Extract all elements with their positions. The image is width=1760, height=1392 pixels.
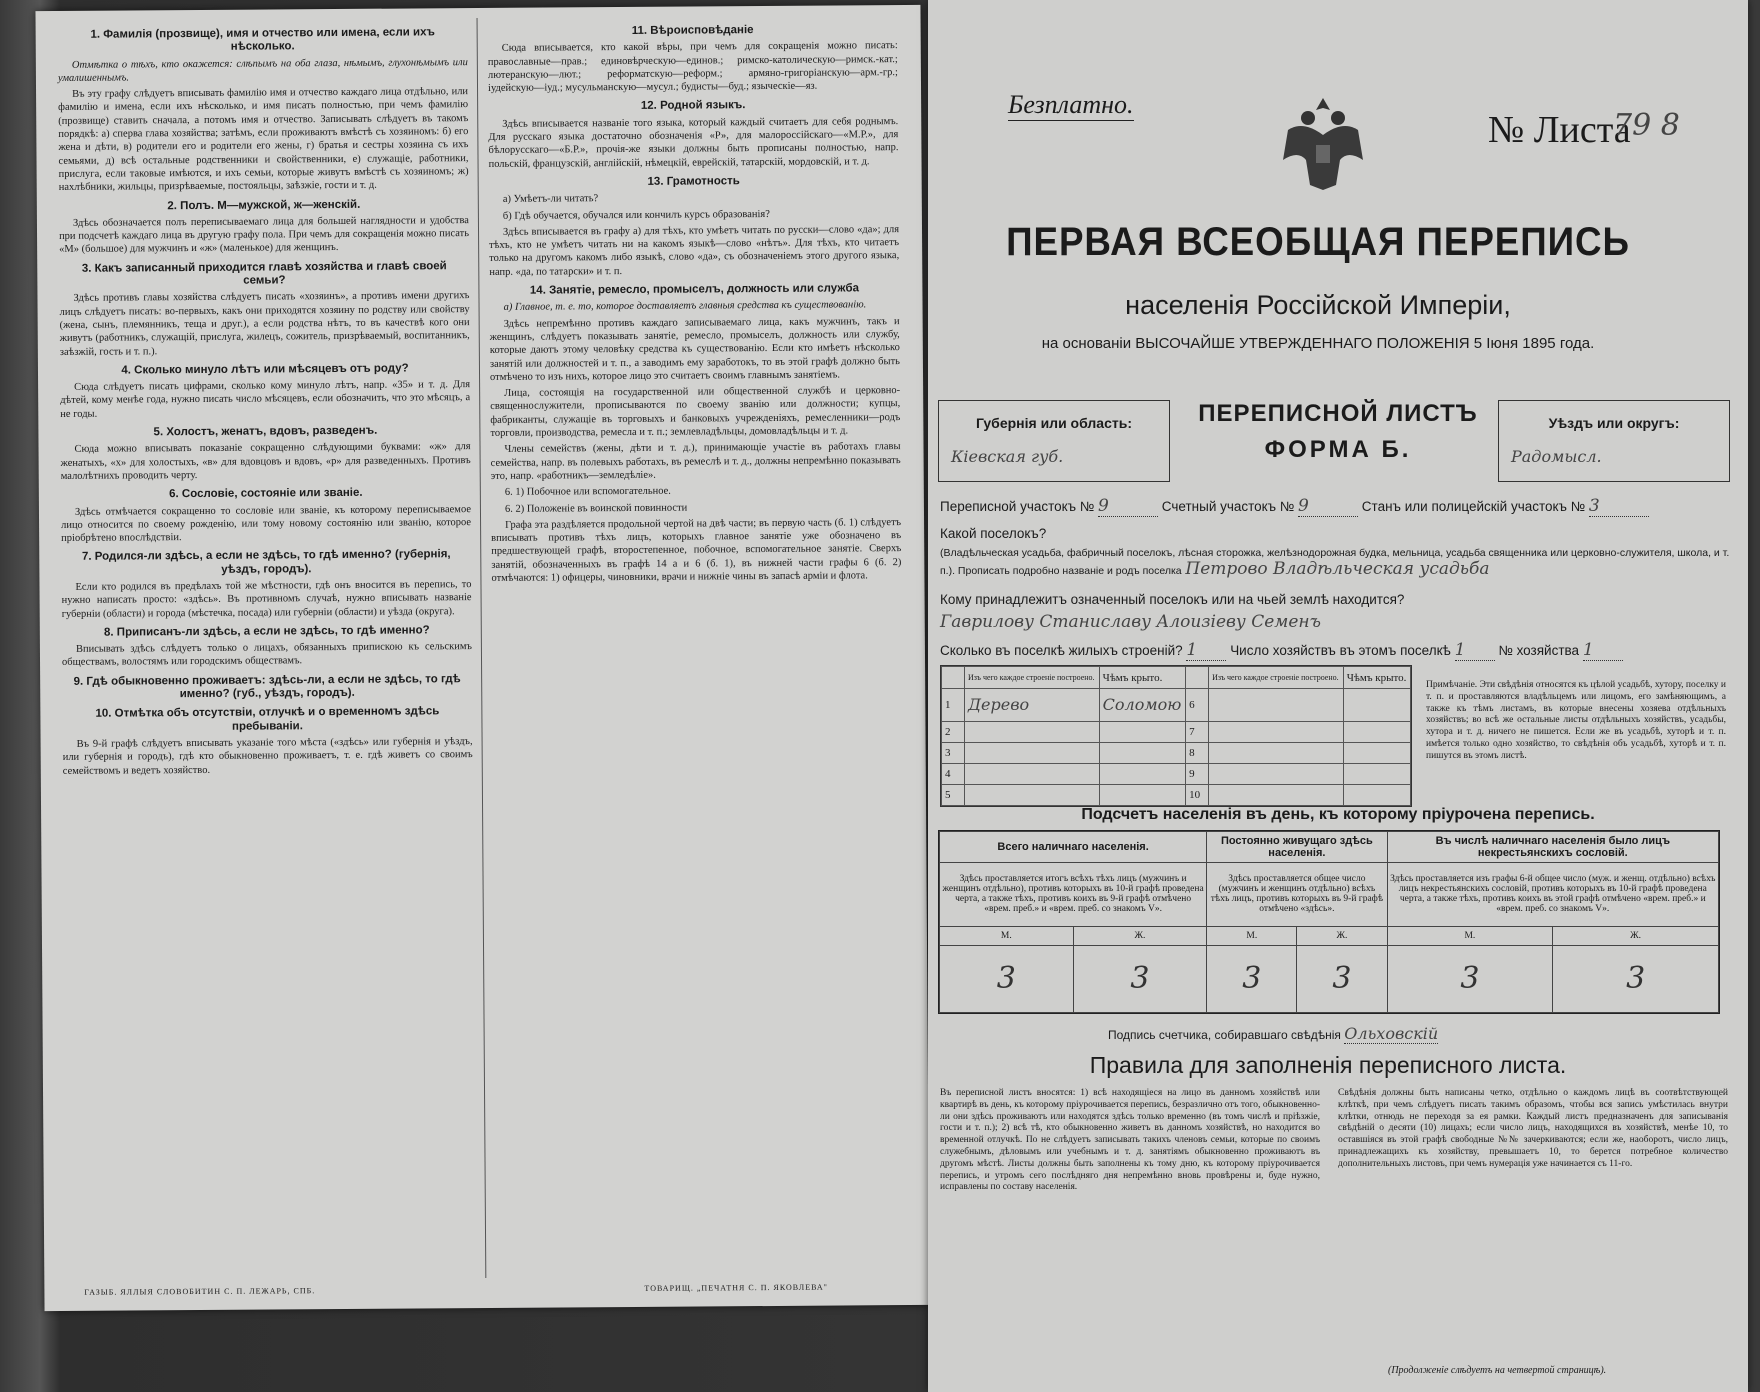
count-permanent-m: 3 xyxy=(1207,945,1297,1012)
section-2-text: Здѣсь обозначается полъ переписываемаго лица для большей наглядности и удобства при подсчетѣ каждаго лица въ другую графу пола. При чемъ для сокращенія можно писать «М» (большое) для мужчинъ и «ж» (маленькое) для женщинъ. xyxy=(59,214,470,256)
building-row-num: 1 xyxy=(942,689,965,722)
schetny-value: 9 xyxy=(1298,496,1358,517)
instructions-column-2 xyxy=(488,17,902,588)
census-form-page xyxy=(928,0,1748,1392)
buildings-value: 1 xyxy=(1186,640,1226,661)
section-2-title: 2. Полъ. М—мужской, ж—женскій. xyxy=(167,198,361,212)
form-title-line2: ФОРМА Б. xyxy=(1264,436,1412,463)
section-14-text: Здѣсь непремѣнно противъ каждаго записываемаго лица, какъ мужчинъ, такъ и женщинъ, слѣдуетъ показывать занятіе, ремесло, промыселъ, должность или службу, которые даютъ этому человѣку средства къ существованію. Если кто имѣетъ нѣсколько занятій или должностей и т. п., а заводимъ ему заработокъ, то въ этой графѣ должно быть отмѣчено то изъ нихъ, которое лицо это считаетъ своимъ главнымъ занятіемъ. xyxy=(489,315,900,383)
owner-line xyxy=(940,592,1404,607)
count-m-label: М. xyxy=(1387,926,1553,945)
building-row-num: 3 xyxy=(942,742,965,763)
section-14-text-4: Графа эта раздѣляется продольной чертой на двѣ части; въ первую часть (б. 1) слѣдуетъ вписывать противъ тѣхъ лицъ, которыхъ главное занятіе уже обозначено въ предшествующей графѣ, второстепенное, побочное, вспомогательное занятіе. Сверхъ занятій, обозначенныхъ въ графѣ 14 а и 6 (б. 1), въ нижней части графы 6 (б. 2) отмѣчаются: 1) офицеры, чиновники, врачи и нижніе чины въ запасѣ арміи и флота. xyxy=(491,516,902,584)
section-14-text-3: Члены семействъ (жены, дѣти и т. д.), принимающіе участіе въ работахъ главы семейства, напр. въ полевыхъ работахъ, въ ремеслѣ и т. д., должны непремѣнно показывать это, напр. «работникъ—земледѣліе». xyxy=(490,441,901,482)
section-13-a: а) Умѣетъ-ли читать? xyxy=(502,193,599,206)
continuation-note: (Продолженіе слѣдуетъ на четвертой страницѣ). xyxy=(1388,1365,1607,1376)
section-11-title: 11. Вѣроисповѣданіе xyxy=(631,24,754,37)
count-total-m: 3 xyxy=(940,945,1074,1012)
buildings-head-material-right: Изъ чего каждое строеніе построено. xyxy=(1209,667,1344,689)
section-5-title: 5. Холостъ, женатъ, вдовъ, разведенъ. xyxy=(153,424,378,439)
form-title-line1: ПЕРЕПИСНОЙ ЛИСТЪ xyxy=(1198,400,1478,427)
section-12-title: 12. Родной языкъ. xyxy=(640,99,746,113)
sheet-number-label: № Листа xyxy=(1488,109,1631,151)
count-zh-label: Ж. xyxy=(1297,926,1387,945)
eagle-emblem-svg xyxy=(1268,90,1378,200)
section-6-title: 6. Сословіе, состояніе или званіе. xyxy=(169,487,363,501)
rules-column-2: Свѣдѣнія должны быть написаны четко, отдѣльно о каждомъ лицѣ въ соотвѣтствующей клѣткѣ, при чемъ слѣдуетъ писать такимъ образомъ, чтобы вся запись умѣстилась внутри клѣтки, отнюдь не переходя за ея рамки. Каждый листъ предназначенъ для записыванія свѣдѣній о десяти (10) лицахъ; если число лицъ, находящихся въ хозяйствѣ, менѣе 10, то оставшіяся въ этой графѣ свободные №№ зачеркиваются; если же, наоборотъ, число лицъ, принадлежащихъ къ хозяйству, превышаетъ 10, то берется потребное количество дополнительныхъ листовъ, при чемъ нумерація уже начинается съ 11-го. xyxy=(1338,1088,1728,1169)
guberniya-box xyxy=(938,400,1170,482)
buildings-note: Примѣчаніе. Эти свѣдѣнія относятся къ цѣлой усадьбѣ, хутору, поселку и т. п. и проставляются владѣльцемъ или лицомъ, его замѣняющимъ, а также къ тѣмъ листамъ, въ которые внесены хозяева отдѣльныхъ хозяйствъ; во всѣ же остальные листы отдѣльныхъ хозяйствъ, усадьбы, хутора и т. д. ничего не пишется. Если же въ усадьбѣ, хуторѣ и т. п. имѣется только одно хозяйство, то свѣдѣнія объ усадьбѣ, хуторѣ и т. п. пишутся въ этомъ листѣ. xyxy=(1426,680,1726,761)
section-8-title: 8. Приписанъ-ли здѣсь, а если не здѣсь, то гдѣ именно? xyxy=(103,624,430,639)
count-m-label: М. xyxy=(1207,926,1297,945)
census-basis: на основаніи ВЫСОЧАЙШЕ УТВЕРЖДЕННАГО ПОЛОЖЕНІЯ 5 Іюня 1895 года. xyxy=(1041,335,1595,352)
owner-value-line xyxy=(940,612,1321,632)
household-no-value: 1 xyxy=(1583,640,1623,661)
count-zh-label: Ж. xyxy=(1553,926,1719,945)
section-6-1: 6. 1) Побочное или вспомогательное. xyxy=(504,485,671,499)
owner-label: Кому принадлежитъ означенный поселокъ или на чьей землѣ находится? xyxy=(940,592,1405,607)
column-divider xyxy=(477,18,487,1278)
building-row-num: 7 xyxy=(1186,721,1209,742)
population-count-table xyxy=(938,830,1720,1014)
signature-line xyxy=(1108,1024,1438,1043)
guberniya-label: Губернія или область: xyxy=(975,415,1133,431)
section-3-title: 3. Какъ записанный приходится главѣ хозяйства и главѣ своей семьи? xyxy=(81,259,447,287)
double-headed-eagle-icon xyxy=(1268,90,1378,222)
section-7-text: Если кто родился въ предѣлахъ той же мѣстности, гдѣ онъ вносится въ перепись, то нужно написать просто: «здѣсь». Въ противномъ случаѣ, нужно вписывать названіе губерніи (области) и города (мѣстечка, посада) или губерніи (области) и уѣзда (округа). xyxy=(61,579,472,620)
poselok-line xyxy=(940,526,1046,541)
buildings-table xyxy=(940,665,1412,807)
building-row-num: 4 xyxy=(942,763,965,784)
buildings-label: Сколько въ поселкѣ жилыхъ строеній? xyxy=(940,643,1183,658)
uezd-box xyxy=(1498,400,1730,482)
section-13-text: Здѣсь вписывается въ графу а) для тѣхъ, кто умѣетъ читать по русски—слово «да»; для тѣхъ, кто не умѣетъ читать ни на какомъ языкѣ—слово «нѣтъ». Для тѣхъ, кто читаетъ только на другомъ какомъ либо языкѣ, слово «да», съ обозначеніемъ этого другого языка, напр. «да, по татарски» и т. п. xyxy=(489,223,900,278)
count-head-nonpeasant: Въ числѣ наличнаго населенія было лицъ некрестьянскихъ сословій. xyxy=(1387,832,1718,863)
free-label: Безплатно. xyxy=(1008,90,1134,119)
count-head-permanent: Постоянно живущаго здѣсь населенія. xyxy=(1207,832,1387,863)
poselok-note: (Владѣльческая усадьба, фабричный поселокъ, лѣсная сторожка, желѣзнодорожная будка, мельница, усадьба священника или церковно-служителя, школа, и т. п.). Прописать подробно названіе и родъ поселка xyxy=(940,547,1730,577)
count-title: Подсчетъ населенія въ день, къ которому пріурочена перепись. xyxy=(1081,806,1595,823)
section-9-title: 9. Гдѣ обыкновенно проживаетъ: здѣсь-ли, а если не здѣсь, то гдѣ именно? (губ., уѣздъ, городъ). xyxy=(73,672,461,701)
uchastok-value: 9 xyxy=(1098,496,1158,517)
printer-imprint-right: ТОВАРИЩ. „ПЕЧАТНЯ С. П. ЯКОВЛЕВА" xyxy=(644,1282,828,1293)
section-14-text-2: Лица, состоящія на государственной или общественной службѣ и церковно-священнослужители, прописываются по своему званію или должности; купцы, фабриканты, служащіе въ торговыхъ и банковыхъ учрежденіяхъ, ремесленники—родъ торговли, производства, ремесла и т. п.; землевладѣльцы, домовладѣльцы и т. д. xyxy=(490,385,901,439)
uchastok-line xyxy=(940,496,1649,517)
section-13-title: 13. Грамотность xyxy=(647,175,740,188)
owner-value: Гаврилову Станиславу Алоизіеву Семенъ xyxy=(940,612,1321,632)
section-10-title: 10. Отмѣтка объ отсутствіи, отлучкѣ и о временномъ здѣсь пребываніи. xyxy=(95,705,440,733)
section-3-text: Здѣсь противъ главы хозяйства слѣдуетъ писать «хозяинъ», а противъ имени другихъ лицъ слѣдуетъ писать: во-первыхъ, какъ они приходятся хозяину по родству или свойству (жена, сынъ, племянникъ, теща и друг.), а если родства нѣтъ, то въ качествѣ кого они живутъ (работникъ, служащій, прислуга, жилецъ, сожитель, призрѣваемый, воспитанникъ, заѣзжій, гость и т. п.). xyxy=(59,290,470,358)
section-1-title: 1. Фамилія (прозвище), имя и отчество или имена, если ихъ нѣсколько. xyxy=(90,26,435,54)
count-head-total: Всего наличнаго населенія. xyxy=(940,832,1207,863)
uchastok-label: Переписной участокъ № xyxy=(940,499,1095,514)
section-9-text: Въ 9-й графѣ слѣдуетъ вписывать указаніе того мѣста («здѣсь» или губернія и уѣздъ, или губернія и городъ), гдѣ кто обыкновенно проживаетъ, т. е. гдѣ живетъ со своимъ семействомъ и ведетъ хозяйство. xyxy=(62,736,473,777)
stan-value: 3 xyxy=(1589,496,1649,517)
buildings-head-roof-left: Чѣмъ крыто. xyxy=(1099,667,1185,689)
households-value: 1 xyxy=(1455,640,1495,661)
section-4-text: Сюда слѣдуетъ писать цифрами, сколько кому минуло лѣтъ, напр. «35» и т. д. Для дѣтей, кому менѣе года, нужно писать число мѣсяцевъ, если обозначить, что это мѣсяцъ, а не годы. xyxy=(60,379,471,420)
building-roof: Соломою xyxy=(1099,689,1185,722)
section-6-text: Здѣсь отмѣчается сокращенно то сословіе или званіе, къ которому переписываемое лицо относится по своему рожденію, или тому новому состоянію или званію, которое пріобрѣтено впослѣдствіи. xyxy=(61,503,472,545)
section-11-text: Сюда вписывается, кто какой вѣры, при чемъ для сокращенія можно писать: православные—прав.; единовѣрческую—единов.; римско-католическую—римск.-кат.; лютеранскую—лют.; реформатскую—реформ.; армяно-григоріанскую—арм.-гр.; іудейскую—іуд.; мусульманскую—мусул.; будисты—буд.; языческіе—яз. xyxy=(487,40,898,95)
header-boxes xyxy=(938,380,1728,490)
guberniya-value: Кіевская губ. xyxy=(951,447,1064,466)
building-row-num: 6 xyxy=(1186,689,1209,722)
section-5-text: Сюда можно вписывать показаніе сокращенно слѣдующими буквами: «ж» для женатыхъ, «х» для холостыхъ, «в» для вдовцовъ и вдовъ, «р» для разведенныхъ. Противъ малолѣтнихъ проводить черту. xyxy=(60,441,471,482)
section-14-title: 14. Занятіе, ремесло, промыселъ, должность или служба xyxy=(529,282,860,297)
printer-imprint-left: ГАЗЫБ. ЯЛЛЫЯ СЛОВОБИТИН С. П. ЛЕЖАРЬ, СПБ. xyxy=(84,1286,316,1297)
sheet-number-value: 79 8 xyxy=(1613,108,1680,143)
section-12-text: Здѣсь вписывается названіе того языка, который каждый считаетъ для себя роднымъ. Для русскаго языка достаточно обозначенія «Р», для малороссійскаго—«М.Р.», для бѣлорусскаго—«Б.Р.», прочія-же языки должны быть прописаны полностью, напр. польскій, французскій, англійскій, нѣмецкій, еврейскій, татарскій, мордовскій, и т. д. xyxy=(488,115,899,170)
poselok-label: Какой поселокъ? xyxy=(940,526,1047,541)
signature-value: Ольховскій xyxy=(1344,1024,1439,1043)
section-4-title: 4. Сколько минуло лѣтъ или мѣсяцевъ отъ роду? xyxy=(121,362,409,377)
section-6-2: 6. 2) Положеніе въ воинской повинности xyxy=(504,502,688,515)
building-row-num: 2 xyxy=(942,721,965,742)
buildings-head-material-left: Изъ чего каждое строеніе построено. xyxy=(965,667,1100,689)
census-title: ПЕРВАЯ ВСЕОБЩАЯ ПЕРЕПИСЬ xyxy=(1006,220,1630,264)
household-no-label: № хозяйства xyxy=(1498,643,1580,658)
instructions-page xyxy=(35,5,929,1311)
rules-column-1: Въ переписной листъ вносятся: 1) всѣ находящіеся на лицо въ данномъ хозяйствѣ или квартирѣ въ день, къ которому пріурочивается перепись, безразлично отъ того, обыкновенно-ли они здѣсь проживаютъ или находятся здѣсь только временно (въ томъ числѣ и пріѣзжіе, гости и т. п.); 2) всѣ тѣ, кто обыкновенно живетъ въ данномъ хозяйствѣ, но находится во временной отлучкѣ. По не слѣдуетъ записывать такихъ членовъ семьи, которые по своимъ служебнымъ, дѣловымъ или учебнымъ и т. д. занятіямъ обыкновенно проживаютъ въ другомъ мѣстѣ. Листы должны быть заполнены къ тому дню, къ которому пріурочивается перепись, и утромъ сего послѣдняго дня непремѣнно вновь провѣрены и, буде нужно, исправлены по составу населенія. xyxy=(940,1088,1320,1193)
count-permanent-zh: 3 xyxy=(1297,945,1387,1012)
building-material: Дерево xyxy=(965,689,1100,722)
census-subtitle: населенія Россійской Имперіи, xyxy=(1125,290,1511,320)
count-desc-permanent: Здѣсь проставляется общее число (мужчинъ и женщинъ отдѣльно) всѣхъ тѣхъ лицъ, противъ которыхъ въ 9-й графѣ отмѣчено «здѣсь». xyxy=(1207,862,1387,926)
section-1-subtitle: Отмѣтка о тѣхъ, кто окажется: слѣпымъ на оба глаза, нѣмымъ, глухонѣмымъ или умалишеннымъ. xyxy=(57,56,468,84)
building-row-num: 9 xyxy=(1186,763,1209,784)
count-zh-label: Ж. xyxy=(1073,926,1207,945)
poselok-value: Петрово Владѣльческая усадьба xyxy=(1185,559,1490,579)
households-label: Число хозяйствъ въ этомъ поселкѣ xyxy=(1230,643,1451,658)
building-row-num: 5 xyxy=(942,784,965,805)
section-1-text: Въ эту графу слѣдуетъ вписывать фамилію имя и отчество каждаго лица отдѣльно, или фамилію и имена, если ихъ нѣсколько, и имя писать полностью, при чемъ фамилію (прозвище) ставить сначала, а потомъ имя и отчество. Записывать слѣдуетъ въ такомъ порядкѣ: а) сперва глава хозяйства; затѣмъ, если проживаютъ вмѣстѣ съ хозяиномъ: б) его жена и дѣти, в) родители его и родители его жены, г) братья и сестры хозяина съ ихъ семьями, д) всѣ остальные родственники и свойственники, е) служащіе, работники, прислуга, если таковые имѣются, и ихъ семьи, которые живутъ вмѣстѣ съ хозяиномъ; ж) нахлѣбники, жильцы, призрѣваемые, постояльцы, заѣзжіе, гости и т. д. xyxy=(58,86,469,194)
buildings-head-roof-right: Чѣмъ крыто. xyxy=(1343,667,1410,689)
count-desc-nonpeasant: Здѣсь проставляется изъ графы 6-й общее число (муж. и женщ. отдѣльно) всѣхъ лицъ некрестьянскихъ сословій, противъ которыхъ въ 10-й графѣ проведена черта, а также тѣхъ, противъ коихъ въ этой графѣ отмѣчено «врем. преб.» и «врем. преб. со знакомъ V». xyxy=(1387,862,1718,926)
rules-title: Правила для заполненія переписного листа. xyxy=(1089,1052,1567,1078)
uezd-label: Уѣздъ или округъ: xyxy=(1548,415,1680,431)
building-row-num: 10 xyxy=(1186,784,1209,805)
schetny-label: Счетный участокъ № xyxy=(1161,499,1295,514)
count-nonpeasant-zh: 3 xyxy=(1553,945,1719,1012)
section-7-title: 7. Родился-ли здѣсь, а если не здѣсь, то гдѣ именно? (губернія, уѣздъ, городъ). xyxy=(81,548,451,576)
count-desc-total: Здѣсь проставляется итогъ всѣхъ тѣхъ лицъ (мужчинъ и женщинъ отдѣльно), противъ которыхъ въ 10-й графѣ проведена черта, а также тѣхъ, противъ коихъ въ 9-й графѣ отмѣчено «врем. преб.» и «врем. преб. со знакомъ V». xyxy=(940,862,1207,926)
instructions-column-1 xyxy=(58,20,473,781)
signature-label: Подпись счетчика, собиравшаго свѣдѣнія xyxy=(1108,1028,1341,1042)
poselok-note-line xyxy=(940,544,1735,579)
form-title xyxy=(1178,400,1498,464)
uezd-value: Радомысл. xyxy=(1511,447,1602,466)
count-total-zh: 3 xyxy=(1073,945,1207,1012)
building-row-num: 8 xyxy=(1186,742,1209,763)
count-m-label: М. xyxy=(940,926,1074,945)
section-8-text: Вписывать здѣсь слѣдуетъ только о лицахъ, обязанныхъ припискою къ сельскимъ обществамъ, волостямъ или городскимъ обществамъ. xyxy=(61,641,472,669)
section-14-subtitle: а) Главное, т. е. то, которое доставляетъ главныя средства къ существованію. xyxy=(503,299,867,314)
households-line xyxy=(940,640,1623,661)
section-13-b: б) Гдѣ обучается, обучался или кончилъ курсъ образованія? xyxy=(502,208,770,222)
stan-label: Станъ или полицейскій участокъ № xyxy=(1361,499,1586,514)
count-nonpeasant-m: 3 xyxy=(1387,945,1553,1012)
